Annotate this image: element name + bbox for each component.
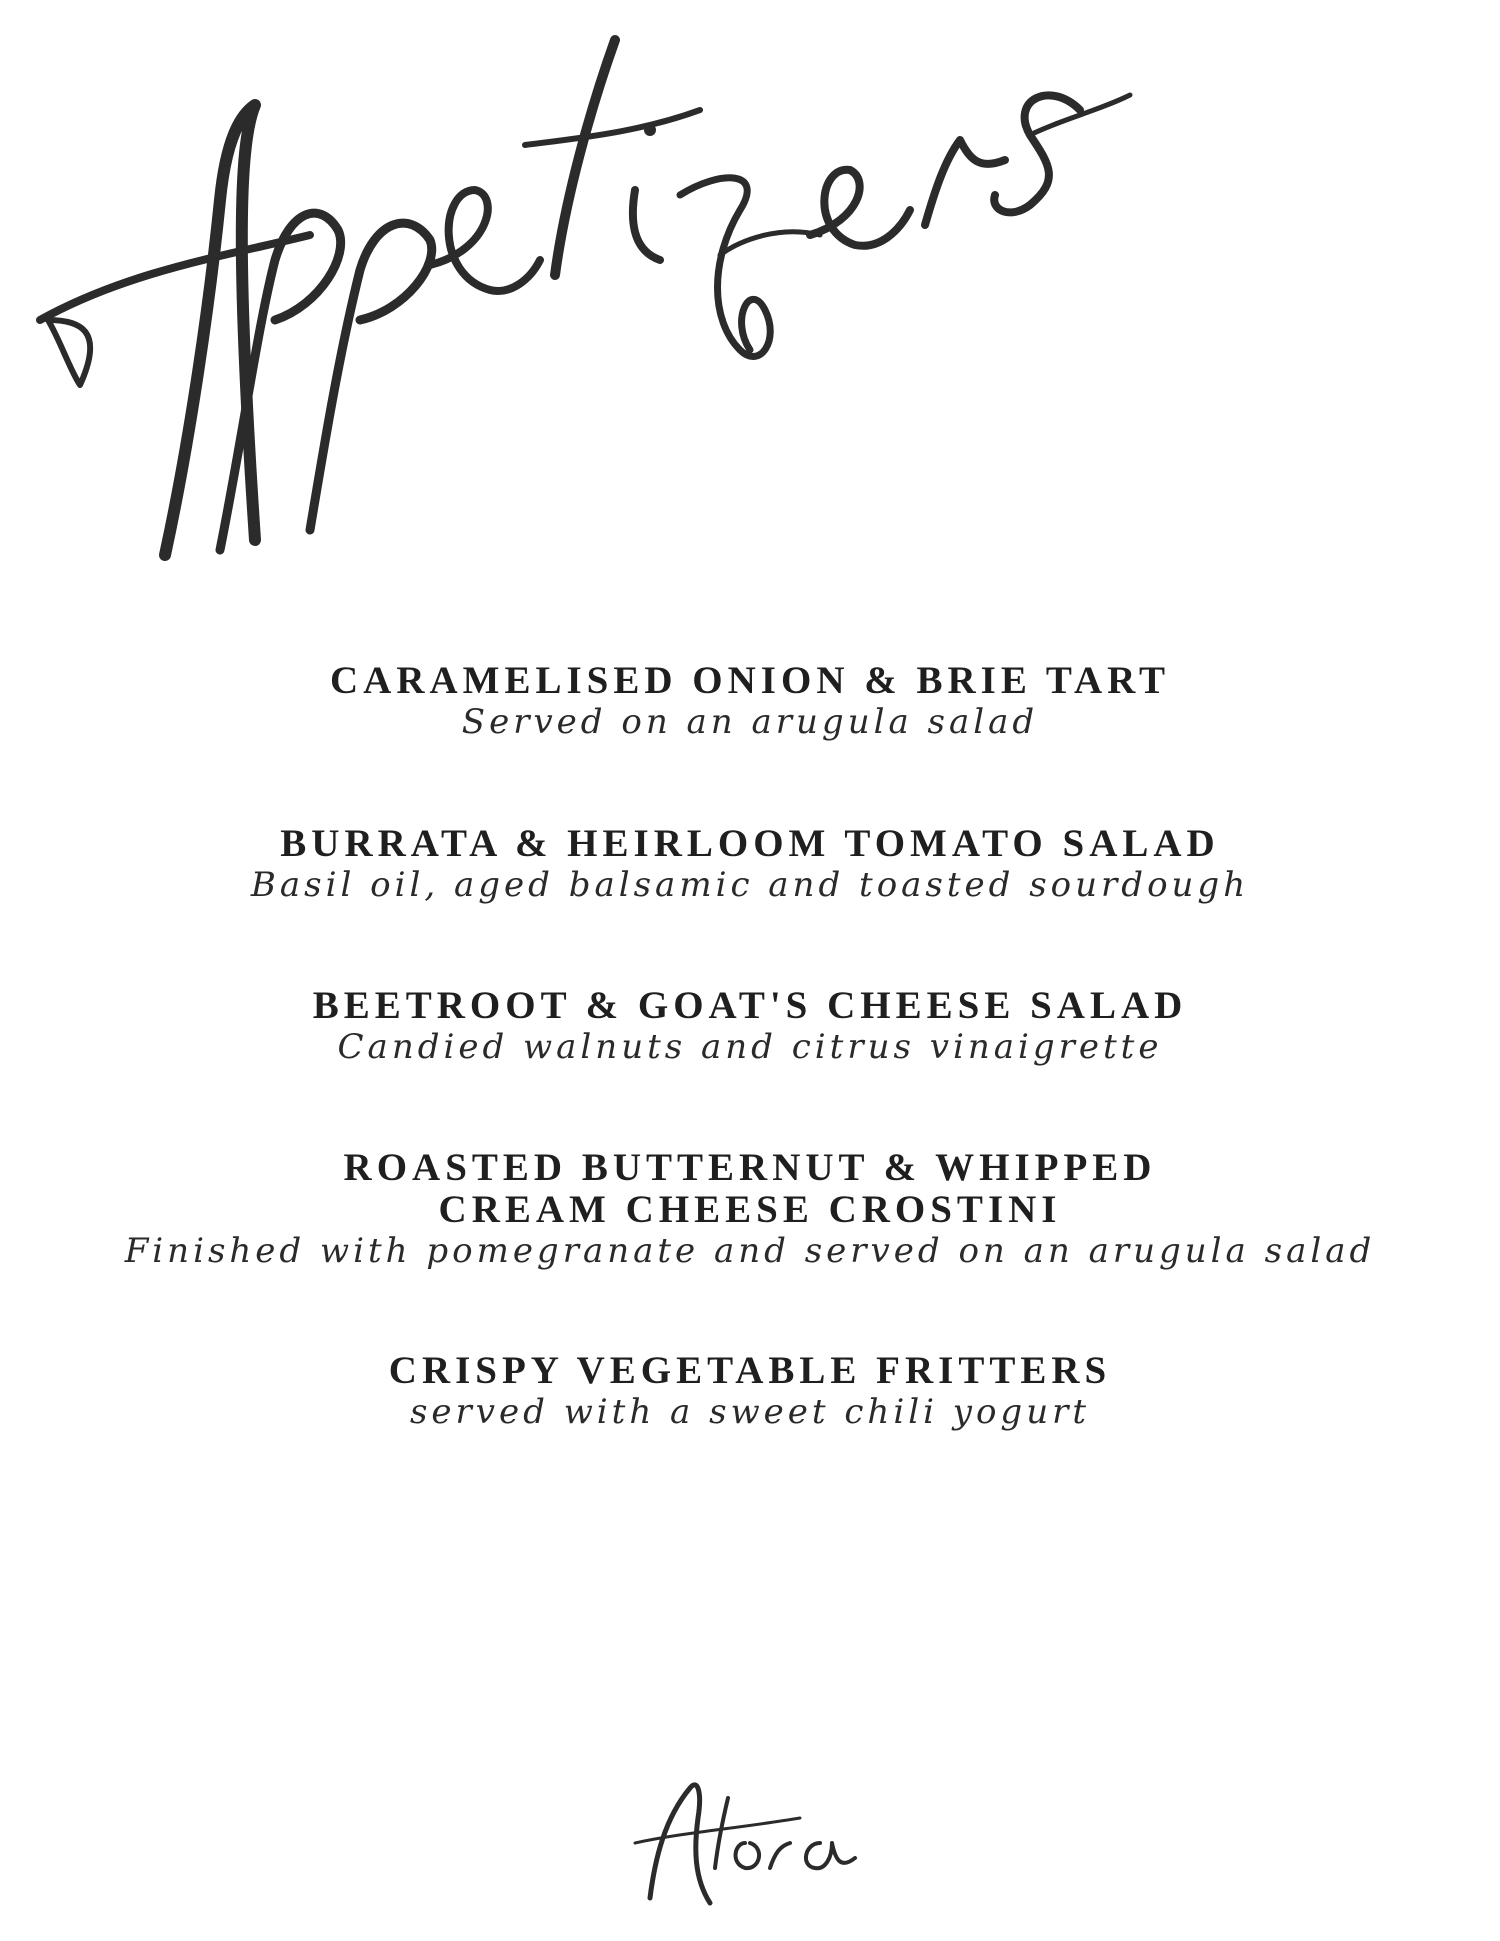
menu-item xyxy=(0,823,1500,905)
menu-item-description: Served on an arugula salad xyxy=(461,702,1039,742)
signature-script-logo xyxy=(620,1748,900,1928)
menu-item-description: Candied walnuts and citrus vinaigrette xyxy=(337,1027,1163,1067)
menu-item-description: Finished with pomegranate and served on an arugula salad xyxy=(124,1231,1376,1271)
menu-item xyxy=(0,660,1500,742)
signature xyxy=(620,1748,900,1928)
menu-item-description: Basil oil, aged balsamic and toasted sourdough xyxy=(250,865,1250,905)
menu-item-description: served with a sweet chili yogurt xyxy=(409,1392,1091,1432)
menu-item-name: BURRATA & HEIRLOOM TOMATO SALAD xyxy=(280,822,1220,865)
menu-item-name: ROASTED BUTTERNUT & WHIPPED CREAM CHEESE CROSTINI xyxy=(343,1146,1157,1231)
menu-item-name: CRISPY VEGETABLE FRITTERS xyxy=(388,1349,1112,1392)
menu-item-name: CARAMELISED ONION & BRIE TART xyxy=(330,659,1170,702)
menu-item xyxy=(0,1147,1500,1271)
menu-item xyxy=(0,1350,1500,1432)
appetizers-script-logo xyxy=(20,20,1140,580)
menu-item xyxy=(0,985,1500,1067)
menu-item-name: BEETROOT & GOAT'S CHEESE SALAD xyxy=(312,984,1188,1027)
page-title xyxy=(20,20,1140,580)
